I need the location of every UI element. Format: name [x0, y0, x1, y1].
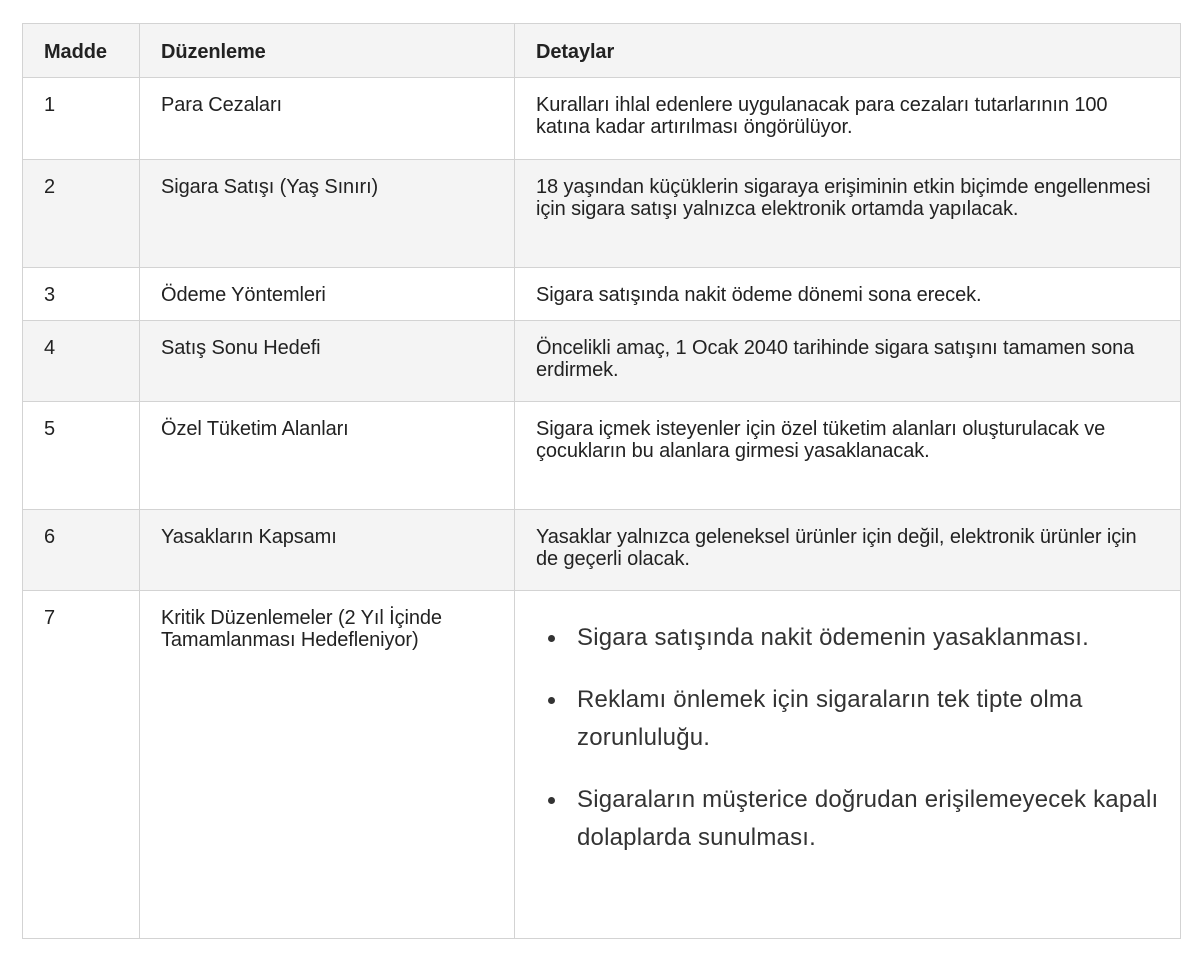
- cell-duzenleme: Para Cezaları: [140, 78, 515, 160]
- cell-madde: 3: [23, 268, 140, 321]
- bullet-dot-icon: [548, 697, 555, 704]
- bullet-dot-icon: [548, 797, 555, 804]
- table-row: [23, 402, 1181, 510]
- table-row: [23, 510, 1181, 591]
- table-row: [23, 268, 1181, 321]
- regulation-table: [22, 23, 1181, 939]
- bullet-text: Sigaraların müşterice doğrudan erişilemeyecek kapalı dolaplarda sunulması.: [577, 786, 1159, 851]
- cell-duzenleme: Özel Tüketim Alanları: [140, 402, 515, 510]
- cell-madde: 4: [23, 321, 140, 402]
- cell-detaylar: 18 yaşından küçüklerin sigaraya erişiminin etkin biçimde engellenmesi için sigara satışı yalnızca elektronik ortamda yapılacak.: [515, 160, 1181, 268]
- cell-duzenleme: Yasakların Kapsamı: [140, 510, 515, 591]
- cell-duzenleme: Sigara Satışı (Yaş Sınırı): [140, 160, 515, 268]
- cell-detaylar: Kuralları ihlal edenlere uygulanacak para cezaları tutarlarının 100 katına kadar artırılması öngörülüyor.: [515, 78, 1181, 160]
- table-header-row: [23, 24, 1181, 78]
- cell-madde: 5: [23, 402, 140, 510]
- cell-duzenleme: Kritik Düzenlemeler (2 Yıl İçinde Tamamlanması Hedefleniyor): [140, 591, 515, 939]
- cell-duzenleme: Ödeme Yöntemleri: [140, 268, 515, 321]
- cell-madde: 6: [23, 510, 140, 591]
- cell-madde: 1: [23, 78, 140, 160]
- cell-madde: 7: [23, 591, 140, 939]
- cell-detaylar: Öncelikli amaç, 1 Ocak 2040 tarihinde sigara satışını tamamen sona erdirmek.: [515, 321, 1181, 402]
- table-row: [23, 591, 1181, 939]
- bullet-item: [536, 619, 1159, 657]
- table-row: [23, 160, 1181, 268]
- bullet-item: [536, 681, 1159, 757]
- header-duzenleme: Düzenleme: [140, 24, 515, 78]
- detail-bullet-list: [536, 619, 1159, 857]
- cell-detaylar: Sigara içmek isteyenler için özel tüketim alanları oluşturulacak ve çocukların bu alanlara girmesi yasaklanacak.: [515, 402, 1181, 510]
- cell-duzenleme: Satış Sonu Hedefi: [140, 321, 515, 402]
- bullet-text: Sigara satışında nakit ödemenin yasaklanması.: [577, 624, 1089, 651]
- cell-detaylar: Sigara satışında nakit ödeme dönemi sona erecek.: [515, 268, 1181, 321]
- cell-madde: 2: [23, 160, 140, 268]
- regulation-table-container: [22, 23, 1180, 939]
- table-row: [23, 321, 1181, 402]
- header-madde: Madde: [23, 24, 140, 78]
- bullet-item: [536, 781, 1159, 857]
- bullet-dot-icon: [548, 635, 555, 642]
- bullet-text: Reklamı önlemek için sigaraların tek tipte olma zorunluluğu.: [577, 686, 1083, 751]
- cell-detaylar: Yasaklar yalnızca geleneksel ürünler için değil, elektronik ürünler için de geçerli olacak.: [515, 510, 1181, 591]
- table-row: [23, 78, 1181, 160]
- cell-detaylar-list: [515, 591, 1181, 939]
- header-detaylar: Detaylar: [515, 24, 1181, 78]
